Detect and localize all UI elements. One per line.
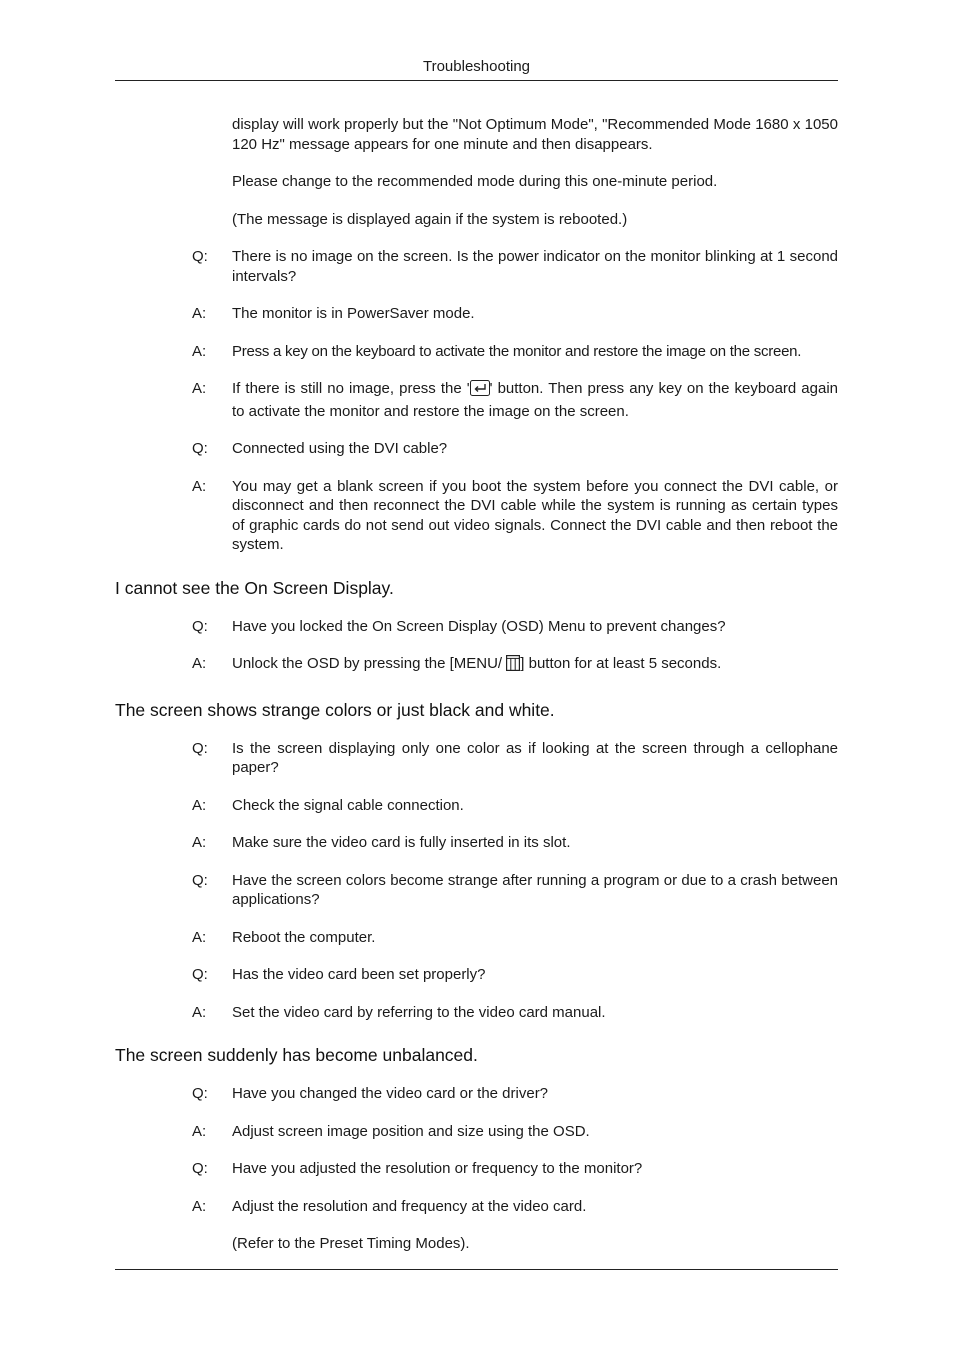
qa-text-part: ] button for at least 5 seconds.: [520, 655, 722, 672]
qa-item: [0, 654, 954, 677]
qa-item: [0, 965, 954, 985]
qa-label: A:: [192, 1122, 207, 1140]
qa-label: A:: [192, 1003, 207, 1021]
qa-item: [0, 1159, 954, 1179]
qa-text: You may get a blank screen if you boot the system before you connect the DVI cable, or disconnect and then reconnect the DVI cable while the system is running as certain types of graphic cards do not send out video signals. Connect the DVI cable and then reboot the system.: [232, 477, 838, 553]
intro-text-separator: ", ": [588, 116, 608, 133]
qa-item: [0, 247, 954, 286]
qa-label: A:: [192, 928, 207, 946]
qa-item: [0, 739, 954, 778]
section-heading-unbalanced: The screen suddenly has become unbalanced.: [115, 1045, 478, 1065]
qa-text-part: Unlock the OSD by pressing the [MENU/: [232, 655, 507, 672]
recommended-mode-label: Recommended Mode: [607, 116, 751, 133]
enter-key-icon: [470, 380, 490, 402]
intro-paragraph-3: (The message is displayed again if the system is rebooted.): [232, 210, 628, 228]
qa-text: Set the video card by referring to the video card manual.: [232, 1003, 606, 1021]
intro-paragraph: [232, 115, 838, 154]
footer-divider: [115, 1269, 838, 1270]
qa-item: [0, 304, 954, 324]
qa-text: Make sure the video card is fully inserted in its slot.: [232, 834, 571, 851]
qa-text: Adjust screen image position and size using the OSD.: [232, 1122, 590, 1140]
qa-label: Q:: [192, 966, 208, 983]
qa-text: Has the video card been set properly?: [232, 966, 486, 983]
qa-text: [232, 654, 838, 677]
qa-text: Is the screen displaying only one color as if looking at the screen through a cellophane paper?: [232, 739, 838, 776]
qa-text: Reboot the computer.: [232, 928, 376, 946]
qa-text-part: ' button. Then press any key on the keyboard again to activate the monitor and restore the image on the screen.: [232, 380, 839, 420]
running-header: Troubleshooting: [422, 58, 530, 75]
qa-item: [0, 928, 954, 948]
qa-label: A:: [192, 342, 207, 360]
qa-label: A:: [192, 655, 207, 672]
qa-item: [0, 439, 954, 459]
qa-label: Q:: [192, 617, 208, 635]
qa-text: Have you changed the video card or the driver?: [232, 1085, 549, 1102]
qa-label: Q:: [192, 871, 208, 889]
qa-text: Press a key on the keyboard to activate the monitor and restore the image on the screen.: [232, 342, 802, 360]
qa-label: Q:: [192, 1160, 208, 1177]
qa-label: A:: [192, 1197, 207, 1215]
qa-text: Have you adjusted the resolution or frequency to the monitor?: [232, 1160, 643, 1177]
page-content: [0, 115, 954, 1272]
intro-text-suffix: 1680 x 1050 120 Hz" message appears for one minute and then disappears.: [232, 116, 838, 153]
qa-item: [0, 1003, 954, 1023]
qa-item: [0, 1197, 954, 1217]
section-heading-colors: The screen shows strange colors or just black and white.: [115, 699, 555, 720]
qa-label: A:: [192, 834, 207, 851]
qa-item: [0, 617, 954, 637]
qa-label: Q:: [192, 440, 208, 457]
qa-text: [232, 379, 838, 421]
qa-text: Check the signal cable connection.: [232, 796, 464, 814]
qa-text: There is no image on the screen. Is the power indicator on the monitor blinking at 1 second intervals?: [232, 248, 838, 285]
header-divider: [115, 80, 838, 81]
qa-label: A:: [192, 380, 207, 397]
intro-text-prefix: display will work properly but the ": [232, 116, 459, 133]
not-optimum-mode-label: Not Optimum Mode: [458, 116, 589, 133]
qa-item: [0, 833, 954, 853]
qa-label: Q:: [192, 248, 208, 265]
qa-text: The monitor is in PowerSaver mode.: [232, 305, 475, 322]
preset-timing-note: (Refer to the Preset Timing Modes).: [232, 1235, 470, 1252]
qa-label: A:: [192, 477, 207, 495]
qa-text: Have you locked the On Screen Display (OSD) Menu to prevent changes?: [232, 617, 726, 635]
qa-label: Q:: [192, 1085, 208, 1102]
qa-text: Connected using the DVI cable?: [232, 440, 448, 457]
qa-item: [0, 342, 954, 362]
qa-text: Adjust the resolution and frequency at the video card.: [232, 1197, 587, 1215]
qa-item: [0, 1122, 954, 1142]
qa-label: Q:: [192, 739, 208, 757]
qa-label: A:: [192, 796, 207, 814]
qa-text: Have the screen colors become strange after running a program or due to a crash between applications?: [232, 871, 838, 908]
menu-grid-icon: [506, 655, 520, 677]
qa-label: A:: [192, 305, 207, 322]
qa-item: [0, 379, 954, 421]
qa-item: [0, 1084, 954, 1104]
intro-paragraph-2: Please change to the recommended mode during this one-minute period.: [232, 173, 718, 190]
qa-text-part: If there is still no image, press the ': [232, 380, 470, 397]
qa-item: [0, 871, 954, 910]
qa-item: [0, 477, 954, 555]
section-heading-osd: I cannot see the On Screen Display.: [115, 577, 394, 598]
qa-item: [0, 796, 954, 816]
